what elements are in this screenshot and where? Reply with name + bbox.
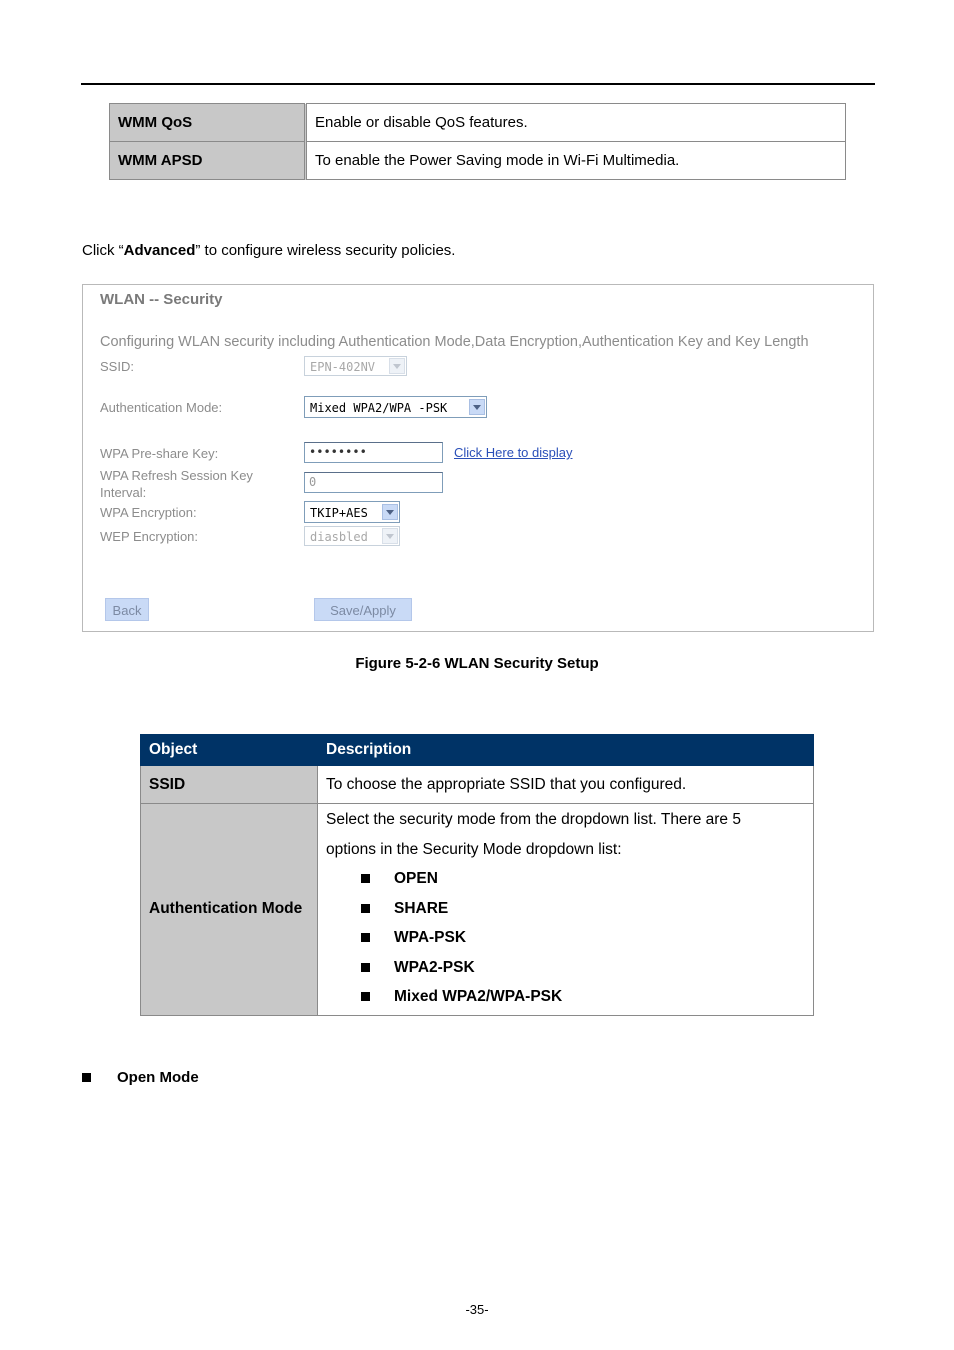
square-bullet-icon xyxy=(361,904,370,913)
list-item xyxy=(326,894,805,924)
intro-bold: Advanced xyxy=(123,242,196,259)
header-rule xyxy=(81,83,875,85)
chevron-down-icon[interactable] xyxy=(469,399,485,415)
wmm-qos-value: Enable or disable QoS features. xyxy=(306,104,846,142)
square-bullet-icon xyxy=(361,874,370,883)
back-button[interactable]: Back xyxy=(105,598,149,621)
page-number: -35- xyxy=(465,1302,489,1317)
table-row xyxy=(141,766,814,804)
square-bullet-icon xyxy=(361,933,370,942)
option-share: SHARE xyxy=(394,899,449,917)
auth-desc-line1: Select the security mode from the dropdown list. There are 5 xyxy=(326,811,741,828)
auth-mode-select-value: Mixed WPA2/WPA -PSK xyxy=(310,401,448,415)
section-heading-text: Open Mode xyxy=(117,1069,199,1086)
chevron-down-icon xyxy=(382,528,398,544)
chevron-down-icon xyxy=(389,358,405,374)
option-open: OPEN xyxy=(394,870,438,887)
ssid-description: To choose the appropriate SSID that you configured. xyxy=(318,766,814,804)
ssid-select-value: EPN-402NV xyxy=(310,360,376,374)
ssid-label: SSID: xyxy=(100,359,134,374)
psk-label: WPA Pre-share Key: xyxy=(100,446,219,461)
option-wpa2-psk: WPA2-PSK xyxy=(394,958,475,976)
list-item xyxy=(326,864,805,894)
wpa-encryption-select-value: TKIP+AES xyxy=(310,506,368,520)
psk-input[interactable]: •••••••• xyxy=(304,442,443,463)
auth-mode-key: Authentication Mode xyxy=(141,804,318,1016)
panel-description: Configuring WLAN security including Authentication Mode,Data Encryption,Authentication Key and Key Length xyxy=(100,334,809,350)
wep-encryption-label: WEP Encryption: xyxy=(100,529,199,544)
wlan-security-panel xyxy=(82,284,874,632)
square-bullet-icon xyxy=(82,1073,91,1082)
intro-text xyxy=(82,242,455,259)
table-row xyxy=(110,142,846,180)
intro-suffix: ” to configure wireless security policies. xyxy=(195,242,456,259)
refresh-label-line2: Interval: xyxy=(100,485,147,500)
auth-mode-select[interactable] xyxy=(304,396,487,418)
ssid-select xyxy=(304,356,407,376)
refresh-interval-input[interactable]: 0 xyxy=(304,472,443,493)
description-header: Description xyxy=(318,735,814,766)
square-bullet-icon xyxy=(361,992,370,1001)
auth-desc-line2: options in the Security Mode dropdown list: xyxy=(326,840,622,858)
table-header-row xyxy=(141,735,814,766)
refresh-label-line1: WPA Refresh Session Key xyxy=(100,468,253,483)
wep-encryption-select-value: diasbled xyxy=(310,530,368,544)
object-header: Object xyxy=(141,735,318,766)
save-apply-button[interactable]: Save/Apply xyxy=(314,598,412,621)
table-row xyxy=(141,804,814,1016)
auth-mode-label: Authentication Mode: xyxy=(100,400,223,415)
option-mixed: Mixed WPA2/WPA-PSK xyxy=(394,988,563,1005)
section-heading xyxy=(82,1069,199,1086)
object-description-table xyxy=(140,734,814,1016)
display-key-link[interactable]: Click Here to display xyxy=(454,445,573,460)
wep-encryption-select xyxy=(304,526,400,546)
chevron-down-icon[interactable] xyxy=(382,504,398,520)
wpa-encryption-label: WPA Encryption: xyxy=(100,505,197,520)
list-item xyxy=(326,923,805,953)
wmm-apsd-key: WMM APSD xyxy=(110,142,306,180)
ssid-key: SSID xyxy=(141,766,318,804)
list-item xyxy=(326,982,805,1012)
auth-mode-description xyxy=(318,804,814,1016)
wpa-encryption-select[interactable] xyxy=(304,501,400,523)
panel-title: WLAN -- Security xyxy=(100,291,223,308)
option-wpa-psk: WPA-PSK xyxy=(394,929,467,946)
refresh-label xyxy=(100,467,253,501)
wmm-apsd-value: To enable the Power Saving mode in Wi-Fi Multimedia. xyxy=(306,142,846,180)
wmm-qos-key: WMM QoS xyxy=(110,104,306,142)
wmm-table xyxy=(109,103,846,180)
figure-caption: Figure 5-2-6 WLAN Security Setup xyxy=(355,655,599,672)
square-bullet-icon xyxy=(361,963,370,972)
intro-prefix: Click “ xyxy=(82,242,124,259)
list-item xyxy=(326,953,805,983)
table-row xyxy=(110,104,846,142)
